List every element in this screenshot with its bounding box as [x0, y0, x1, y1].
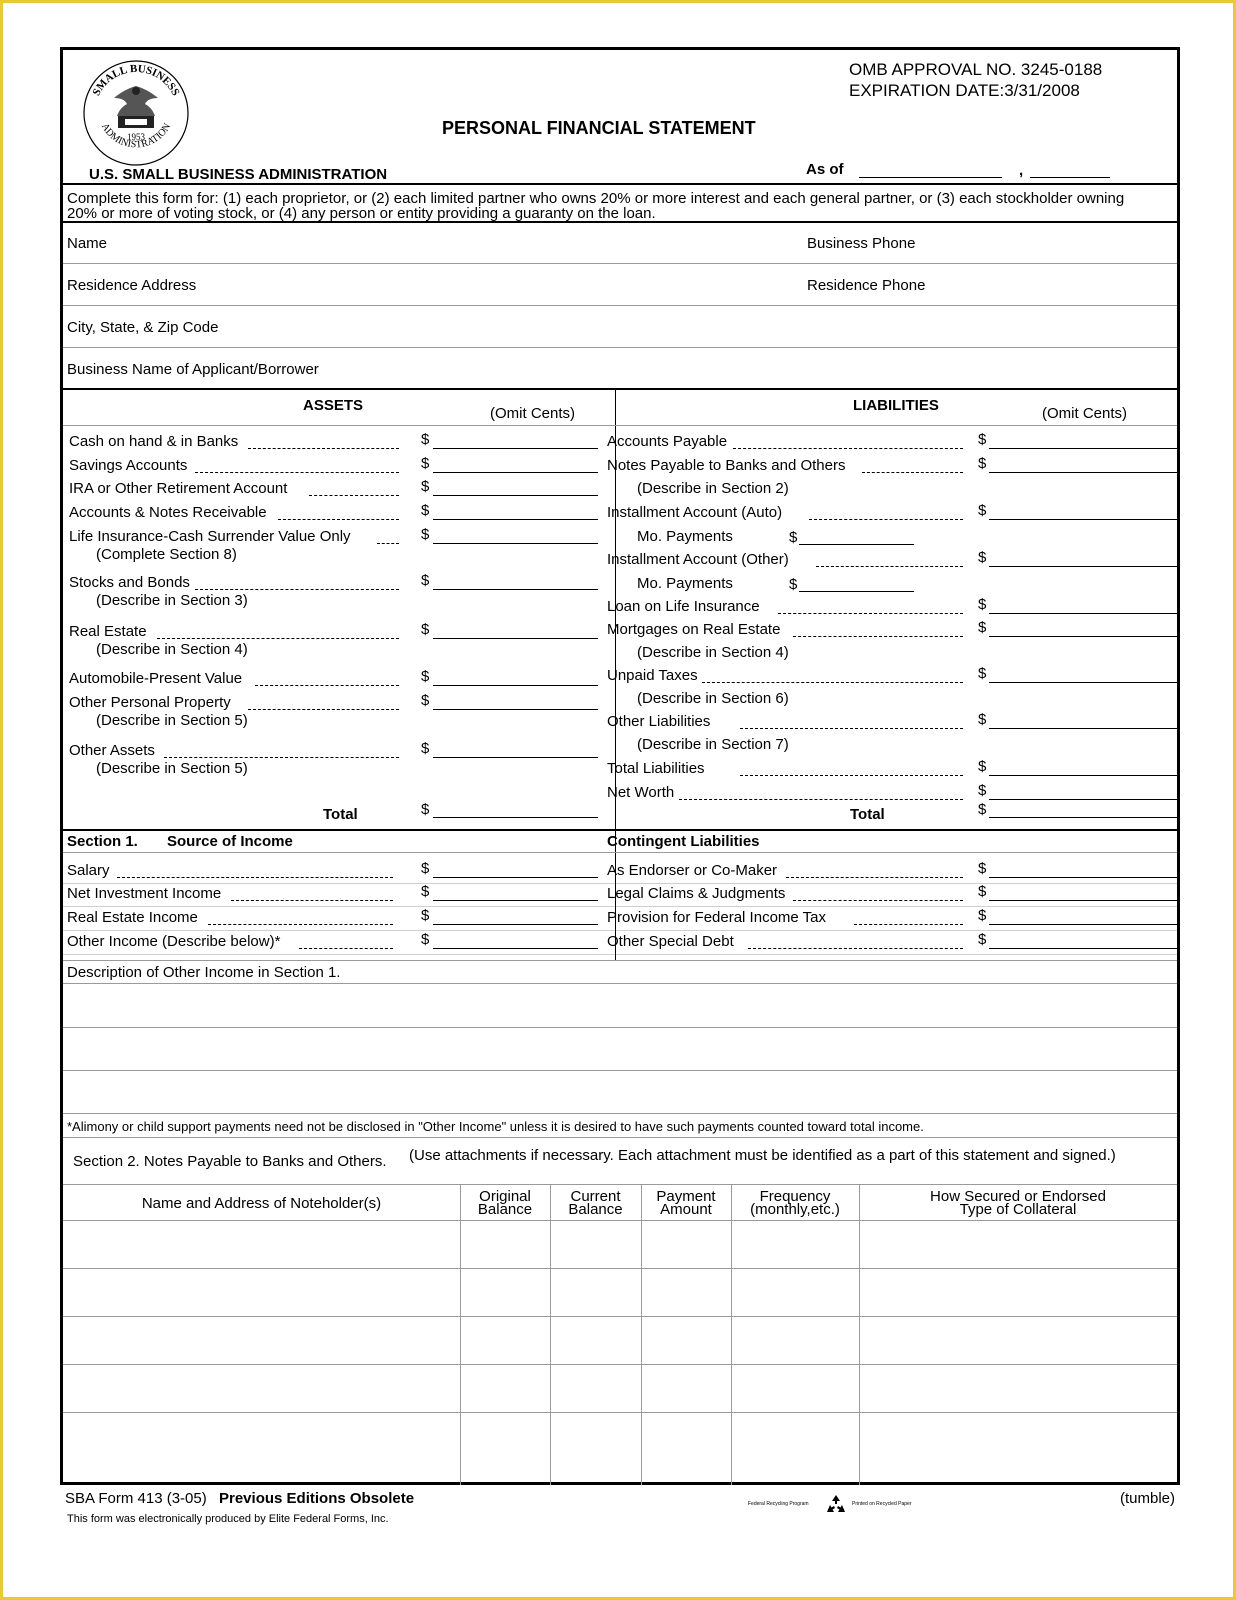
table-cell-field[interactable] [63, 1221, 460, 1268]
section2-note: (Use attachments if necessary. Each attachment must be identified as a part of this statement and signed.) [409, 1147, 1116, 1164]
liability-amount-field[interactable] [989, 682, 1177, 683]
seal-bottom-text: ADMINISTRATION [98, 121, 174, 151]
asset-label: Savings Accounts [69, 457, 188, 474]
row-line [63, 852, 1177, 853]
assets-total-label: Total [323, 806, 358, 823]
monthly-payment-field[interactable] [799, 591, 914, 592]
asset-sublabel: (Describe in Section 5) [96, 760, 248, 777]
row-line [63, 954, 615, 955]
tumble-note: (tumble) [1120, 1490, 1176, 1507]
liability-label: Notes Payable to Banks and Others [607, 457, 846, 474]
dot-leader [195, 589, 399, 590]
column-header-line2: Type of Collateral [959, 1201, 1077, 1218]
asset-amount-field[interactable] [433, 638, 598, 639]
table-cell-field[interactable] [641, 1365, 731, 1412]
section2-title: Section 2. Notes Payable to Banks and Others. [73, 1153, 387, 1170]
asset-label: Accounts & Notes Receivable [69, 504, 267, 521]
name-label: Name [67, 235, 108, 252]
dot-leader [231, 900, 393, 901]
dollar-sign: $ [978, 455, 987, 472]
asset-sublabel: (Describe in Section 3) [96, 592, 248, 609]
table-cell-field[interactable] [731, 1413, 859, 1460]
liability-label: Unpaid Taxes [607, 667, 698, 684]
liability-label: Installment Account (Auto) [607, 504, 783, 521]
residence-address-label: Residence Address [67, 277, 197, 294]
table-cell-field[interactable] [859, 1413, 1177, 1460]
dot-leader [195, 472, 399, 473]
asset-sublabel: (Complete Section 8) [96, 546, 237, 563]
section1-heading-title: Source of Income [167, 833, 293, 850]
as-of-comma: , [1019, 162, 1024, 179]
instructions-line-2: 20% or more of voting stock, or (4) any person or entity providing a guaranty on the loan. [67, 205, 656, 222]
dot-leader [702, 682, 963, 683]
monthly-payment-field[interactable] [799, 544, 914, 545]
liability-label: Installment Account (Other) [607, 551, 789, 568]
dollar-sign: $ [978, 665, 987, 682]
table-cell-field[interactable] [641, 1317, 731, 1364]
asset-sublabel: (Describe in Section 4) [96, 641, 248, 658]
income-amount-field[interactable] [433, 924, 598, 925]
dollar-sign: $ [421, 431, 430, 448]
column-header-line2: (monthly,etc.) [750, 1201, 840, 1218]
liability-amount-field[interactable] [989, 566, 1177, 567]
row-line [63, 1184, 1177, 1185]
column-header: Frequency [759, 1188, 831, 1205]
table-cell-field[interactable] [63, 1269, 460, 1316]
dot-leader [255, 685, 399, 686]
contingent-amount-field[interactable] [989, 948, 1177, 949]
income-amount-field[interactable] [433, 948, 598, 949]
other-income-line-3[interactable] [63, 1071, 1177, 1113]
contingent-label: As Endorser or Co-Maker [607, 862, 778, 879]
income-label: Real Estate Income [67, 909, 198, 926]
row-line [63, 1113, 1177, 1114]
business-name-label: Business Name of Applicant/Borrower [67, 361, 319, 378]
business-phone-label: Business Phone [807, 235, 916, 252]
contingent-amount-field[interactable] [989, 877, 1177, 878]
dollar-sign: $ [978, 619, 987, 636]
row-line [616, 906, 1177, 907]
table-cell-field[interactable] [550, 1365, 641, 1412]
city-state-zip-field[interactable] [63, 306, 1177, 346]
liability-amount-field[interactable] [989, 613, 1177, 614]
liability-amount-field[interactable] [989, 448, 1177, 449]
table-cell-field[interactable] [550, 1317, 641, 1364]
dot-leader [164, 757, 399, 758]
assets-total-dollar: $ [421, 801, 430, 818]
dot-leader [748, 948, 963, 949]
contingent-label: Legal Claims & Judgments [607, 885, 786, 902]
column-header: Original [479, 1188, 531, 1205]
asset-amount-field[interactable] [433, 543, 598, 544]
seal-top-text: SMALL BUSINESS [90, 62, 182, 98]
dot-leader [816, 566, 963, 567]
liability-sublabel: (Describe in Section 7) [637, 736, 789, 753]
table-cell-field[interactable] [550, 1413, 641, 1460]
dot-leader [740, 775, 963, 776]
liability-amount-field[interactable] [989, 472, 1177, 473]
row-line [616, 930, 1177, 931]
recycle-left-text: Federal Recycling Program [748, 1501, 809, 1507]
liability-label: Total Liabilities [607, 760, 705, 777]
divider [63, 388, 1177, 390]
dot-leader [740, 728, 963, 729]
liability-sublabel: (Describe in Section 4) [637, 644, 789, 661]
omb-approval: OMB APPROVAL NO. 3245-0188 [849, 60, 1103, 79]
liability-amount-field[interactable] [989, 636, 1177, 637]
column-header: How Secured or Endorsed [930, 1188, 1106, 1205]
dot-leader [854, 924, 963, 925]
asset-label: Other Assets [69, 742, 155, 759]
table-cell-field[interactable] [460, 1317, 550, 1364]
assets-heading: ASSETS [303, 397, 364, 414]
asset-label: Other Personal Property [69, 694, 231, 711]
liability-amount-field[interactable] [989, 799, 1177, 800]
table-cell-field[interactable] [63, 1365, 460, 1412]
dot-leader [299, 948, 393, 949]
residence-phone-label: Residence Phone [807, 277, 926, 294]
other-income-line-1[interactable] [63, 984, 1177, 1026]
dollar-sign: $ [421, 478, 430, 495]
row-line [63, 1137, 1177, 1138]
as-of-label: As of [806, 161, 844, 178]
dot-leader [778, 613, 963, 614]
dot-leader [248, 709, 399, 710]
column-header: Payment [656, 1188, 716, 1205]
contingent-heading: Contingent Liabilities [607, 833, 760, 850]
dot-leader [793, 900, 963, 901]
table-cell-field[interactable] [731, 1365, 859, 1412]
asset-label: Life Insurance-Cash Surrender Value Only [69, 528, 351, 545]
row-line [616, 954, 1177, 955]
dollar-sign: $ [421, 455, 430, 472]
liabilities-omit-cents: (Omit Cents) [1042, 405, 1128, 422]
asset-amount-field[interactable] [433, 519, 598, 520]
dollar-sign: $ [978, 931, 987, 948]
table-cell-field[interactable] [859, 1269, 1177, 1316]
city-state-zip-label: City, State, & Zip Code [67, 319, 219, 336]
dot-leader [157, 638, 399, 639]
liability-label: Other Liabilities [607, 713, 711, 730]
dollar-sign: $ [978, 431, 987, 448]
instructions-line-1: Complete this form for: (1) each proprietor, or (2) each limited partner who owns 20% or more interest and each general partner, or (3) each stockholder owning [67, 190, 1125, 207]
table-cell-field[interactable] [641, 1269, 731, 1316]
column-header: Name and Address of Noteholder(s) [141, 1195, 382, 1212]
table-cell-field[interactable] [460, 1221, 550, 1268]
other-income-label: Description of Other Income in Section 1. [67, 964, 341, 981]
asset-amount-field[interactable] [433, 495, 598, 496]
sba-form-413 [60, 47, 1180, 1485]
liabilities-heading: LIABILITIES [853, 397, 939, 414]
contingent-amount-field[interactable] [989, 924, 1177, 925]
table-cell-field[interactable] [460, 1269, 550, 1316]
asset-label: Cash on hand & in Banks [69, 433, 239, 450]
row-line [63, 930, 615, 931]
column-header: Current [570, 1188, 621, 1205]
produced-by: This form was electronically produced by Elite Federal Forms, Inc. [67, 1513, 389, 1525]
table-cell-field[interactable] [731, 1221, 859, 1268]
row-line [63, 960, 1177, 961]
dollar-sign: $ [978, 502, 987, 519]
table-cell-field[interactable] [859, 1317, 1177, 1364]
liability-label: Accounts Payable [607, 433, 728, 450]
asset-amount-field[interactable] [433, 448, 598, 449]
asset-amount-field[interactable] [433, 709, 598, 710]
expiration-date: EXPIRATION DATE:3/31/2008 [849, 81, 1080, 100]
column-header-line2: Balance [568, 1201, 623, 1218]
form-id: SBA Form 413 (3-05) [65, 1490, 207, 1507]
asset-label: IRA or Other Retirement Account [69, 480, 288, 497]
dollar-sign: $ [789, 576, 798, 593]
dot-leader [309, 495, 399, 496]
table-cell-field[interactable] [63, 1413, 460, 1460]
agency-name: U.S. SMALL BUSINESS ADMINISTRATION [89, 166, 388, 183]
dollar-sign: $ [978, 758, 987, 775]
recycle-right-text: Printed on Recycled Paper [852, 1501, 912, 1507]
business-name-field[interactable] [63, 348, 1177, 388]
liability-sublabel: (Describe in Section 6) [637, 690, 789, 707]
dollar-sign: $ [978, 907, 987, 924]
dot-leader [733, 448, 963, 449]
table-cell-field[interactable] [63, 1317, 460, 1364]
dollar-sign: $ [421, 668, 430, 685]
asset-amount-field[interactable] [433, 589, 598, 590]
table-cell-field[interactable] [731, 1317, 859, 1364]
liability-sublabel: Mo. Payments [637, 528, 733, 545]
sba-seal [81, 58, 191, 168]
dot-leader [208, 924, 393, 925]
liabilities-total-label: Total [850, 806, 885, 823]
table-cell-field[interactable] [460, 1365, 550, 1412]
other-income-line-2[interactable] [63, 1028, 1177, 1070]
dollar-sign: $ [421, 692, 430, 709]
dot-leader [248, 448, 399, 449]
income-label: Salary [67, 862, 110, 879]
liability-label: Mortgages on Real Estate [607, 621, 781, 638]
asset-label: Stocks and Bonds [69, 574, 190, 591]
dollar-sign: $ [978, 860, 987, 877]
income-label: Net Investment Income [67, 885, 222, 902]
seal-year: 1953 [127, 132, 145, 142]
row-line [63, 425, 1177, 426]
table-cell-field[interactable] [550, 1221, 641, 1268]
dollar-sign: $ [978, 549, 987, 566]
liability-amount-field[interactable] [989, 519, 1177, 520]
income-amount-field[interactable] [433, 877, 598, 878]
row-line [616, 883, 1177, 884]
asset-amount-field[interactable] [433, 757, 598, 758]
dollar-sign: $ [978, 711, 987, 728]
dollar-sign: $ [421, 526, 430, 543]
dot-leader [793, 636, 963, 637]
assets-total-field[interactable] [433, 817, 598, 818]
asset-amount-field[interactable] [433, 472, 598, 473]
dollar-sign: $ [421, 883, 430, 900]
column-header-line2: Balance [477, 1201, 533, 1218]
contingent-label: Provision for Federal Income Tax [607, 909, 826, 926]
alimony-footnote: *Alimony or child support payments need not be disclosed in "Other Income" unless it is desired to have such payments counted toward total income. [67, 1119, 924, 1134]
dot-leader [117, 877, 393, 878]
form-title: PERSONAL FINANCIAL STATEMENT [442, 118, 756, 138]
table-cell-field[interactable] [859, 1221, 1177, 1268]
dollar-sign: $ [978, 883, 987, 900]
dollar-sign: $ [421, 621, 430, 638]
liability-label: Net Worth [607, 784, 675, 801]
dollar-sign: $ [978, 782, 987, 799]
recycle-icon [824, 1493, 848, 1517]
table-cell-field[interactable] [460, 1413, 550, 1460]
column-header-line2: Amount [660, 1201, 712, 1218]
divider [63, 829, 1177, 831]
table-cell-field[interactable] [550, 1269, 641, 1316]
divider [63, 183, 1177, 185]
asset-sublabel: (Describe in Section 5) [96, 712, 248, 729]
dot-leader [862, 472, 963, 473]
liabilities-total-dollar: $ [978, 801, 987, 818]
liability-amount-field[interactable] [989, 775, 1177, 776]
dollar-sign: $ [789, 529, 798, 546]
liabilities-total-field[interactable] [989, 817, 1177, 818]
table-cell-field[interactable] [859, 1365, 1177, 1412]
dot-leader [278, 519, 399, 520]
dollar-sign: $ [978, 596, 987, 613]
as-of-date-field[interactable] [859, 177, 1002, 178]
dot-leader [809, 519, 963, 520]
liability-sublabel: Mo. Payments [637, 575, 733, 592]
contingent-amount-field[interactable] [989, 900, 1177, 901]
liability-label: Loan on Life Insurance [607, 598, 760, 615]
dollar-sign: $ [421, 572, 430, 589]
dollar-sign: $ [421, 740, 430, 757]
asset-amount-field[interactable] [433, 685, 598, 686]
liability-sublabel: (Describe in Section 2) [637, 480, 789, 497]
income-label: Other Income (Describe below)* [67, 933, 281, 950]
income-amount-field[interactable] [433, 900, 598, 901]
dollar-sign: $ [421, 502, 430, 519]
row-line [63, 883, 615, 884]
asset-label: Real Estate [69, 623, 147, 640]
name-field[interactable] [63, 222, 1177, 262]
previous-editions-obsolete: Previous Editions Obsolete [219, 1490, 415, 1507]
dot-leader [377, 543, 399, 544]
contingent-label: Other Special Debt [607, 933, 734, 950]
table-cell-field[interactable] [731, 1269, 859, 1316]
dot-leader [679, 799, 963, 800]
dollar-sign: $ [421, 860, 430, 877]
dollar-sign: $ [421, 931, 430, 948]
section1-heading-number: Section 1. [67, 833, 138, 850]
dollar-sign: $ [421, 907, 430, 924]
asset-label: Automobile-Present Value [69, 670, 243, 687]
liability-amount-field[interactable] [989, 728, 1177, 729]
dot-leader [786, 877, 963, 878]
table-cell-field[interactable] [641, 1413, 731, 1460]
assets-omit-cents: (Omit Cents) [490, 405, 576, 422]
row-line [63, 906, 615, 907]
as-of-year-field[interactable] [1030, 177, 1110, 178]
residence-address-field[interactable] [63, 264, 1177, 304]
table-cell-field[interactable] [641, 1221, 731, 1268]
